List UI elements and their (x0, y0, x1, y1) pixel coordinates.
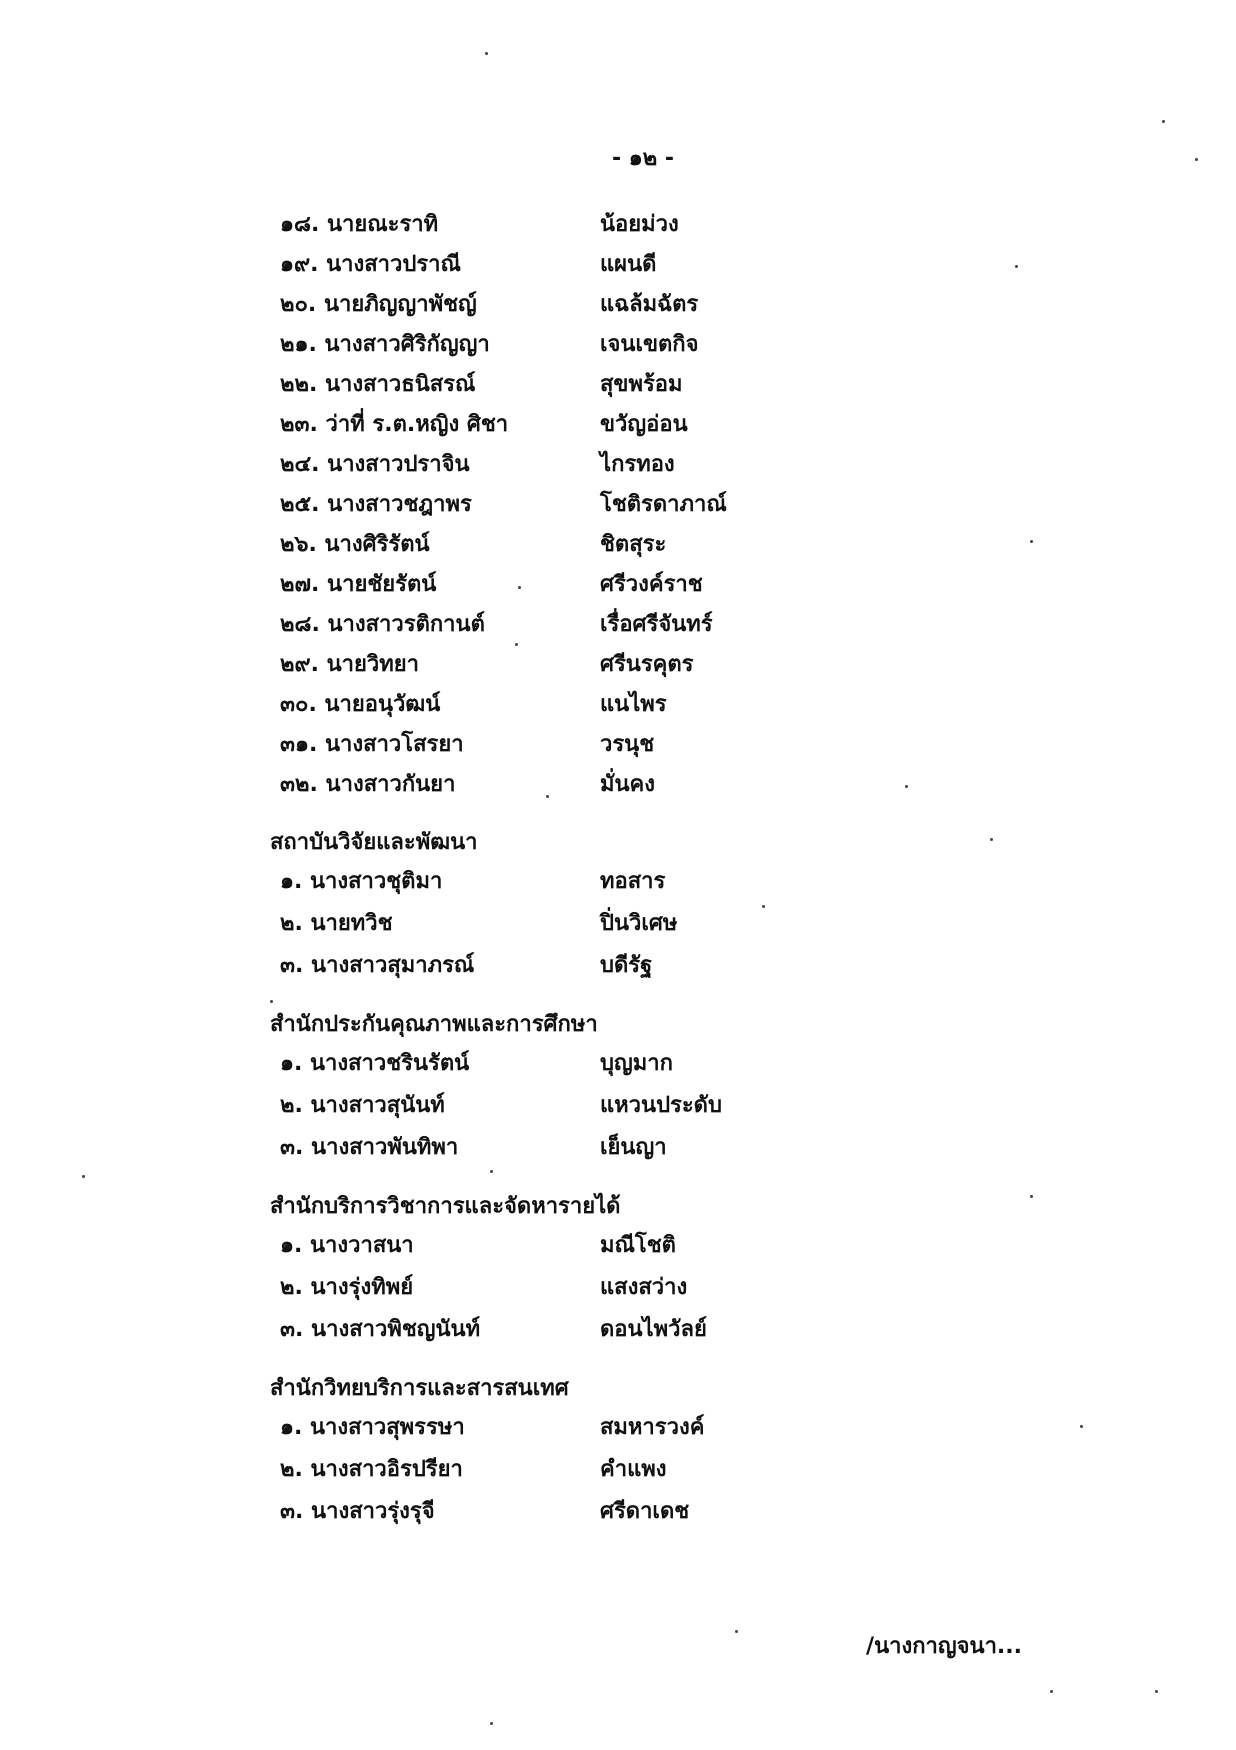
scan-speck (518, 586, 521, 589)
scan-speck (515, 643, 518, 646)
person-last-name: น้อยม่วง (600, 212, 679, 237)
person-first-name: ๓. นางสาวพันทิพา (280, 1135, 459, 1160)
person-last-name: เย็นญา (600, 1135, 667, 1160)
scan-speck (490, 1722, 493, 1725)
person-last-name: ไกรทอง (600, 452, 675, 477)
list-item (270, 725, 1010, 765)
scan-speck (1050, 1690, 1053, 1693)
section-heading: สำนักประกันคุณภาพและการศึกษา (270, 1012, 598, 1037)
scan-speck (990, 838, 993, 841)
list-item (270, 445, 1010, 485)
list-item (270, 765, 1010, 805)
scan-speck (1155, 1690, 1158, 1693)
person-last-name: มณีโชติ (600, 1233, 676, 1258)
section-heading: สถาบันวิจัยและพัฒนา (270, 830, 478, 855)
scan-speck (762, 905, 765, 908)
list-item (270, 1407, 1010, 1449)
person-last-name: เจนเขตกิจ (600, 332, 699, 357)
scan-speck (1162, 120, 1165, 123)
scan-speck (905, 785, 908, 788)
list-item (270, 1309, 1010, 1351)
person-last-name: ปิ่นวิเศษ (600, 911, 678, 936)
person-first-name: ๒๙. นายวิทยา (280, 652, 420, 677)
list-item (270, 1085, 1010, 1127)
person-last-name: ขวัญอ่อน (600, 412, 688, 437)
person-first-name: ๑๘. นายณะราทิ (280, 212, 439, 237)
person-first-name: ๑. นางสาวชรินรัตน์ (280, 1051, 470, 1076)
section-heading: สำนักวิทยบริการและสารสนเทศ (270, 1376, 569, 1401)
section-quality-assurance-office (270, 1007, 1010, 1169)
person-last-name: ศรีวงค์ราช (600, 572, 703, 597)
list-item (270, 685, 1010, 725)
person-last-name: แหวนประดับ (600, 1093, 722, 1118)
person-last-name: มั่นคง (600, 772, 655, 797)
list-item (270, 365, 1010, 405)
person-first-name: ๒. นางสาวอิรปรียา (280, 1457, 463, 1482)
section-academic-services-office (270, 1189, 1010, 1351)
list-item (270, 903, 1010, 945)
person-first-name: ๒๒. นางสาวธนิสรณ์ (280, 372, 476, 397)
person-last-name: บดีรัฐ (600, 953, 653, 978)
list-item (270, 405, 1010, 445)
scan-speck (270, 1000, 273, 1003)
person-first-name: ๑๙. นางสาวปราณี (280, 252, 461, 277)
person-first-name: ๒. นางรุ่งทิพย์ (280, 1275, 414, 1300)
list-item (270, 325, 1010, 365)
section-continued-list (270, 205, 1010, 805)
scan-speck (1030, 540, 1033, 543)
person-last-name: ศรีนรคุตร (600, 652, 694, 677)
list-item (270, 285, 1010, 325)
person-first-name: ๒๓. ว่าที่ ร.ต.หญิง ศิชา (280, 412, 509, 437)
scan-speck (1030, 1195, 1033, 1198)
list-item (270, 205, 1010, 245)
person-last-name: แฉล้มฉัตร (600, 292, 699, 317)
scan-speck (1195, 158, 1198, 161)
person-last-name: ทอสาร (600, 869, 666, 894)
person-first-name: ๒๐. นายภิญญาพัชญ์ (280, 292, 477, 317)
person-last-name: สุขพร้อม (600, 372, 683, 397)
list-item (270, 245, 1010, 285)
person-first-name: ๓. นางสาวพิชญนันท์ (280, 1317, 481, 1342)
section-research-institute (270, 825, 1010, 987)
list-item (270, 485, 1010, 525)
person-first-name: ๓๒. นางสาวกันยา (280, 772, 456, 797)
list-item (270, 645, 1010, 685)
list-item (270, 861, 1010, 903)
person-last-name: ศรีดาเดช (600, 1499, 690, 1524)
person-first-name: ๒๔. นางสาวปราจิน (280, 452, 470, 477)
person-first-name: ๑. นางสาวสุพรรษา (280, 1415, 465, 1440)
section-heading: สำนักบริการวิชาการและจัดหารายได้ (270, 1194, 621, 1219)
list-item (270, 945, 1010, 987)
person-first-name: ๓๐. นายอนุวัฒน์ (280, 692, 441, 717)
person-last-name: ดอนไพวัลย์ (600, 1317, 707, 1342)
person-last-name: สมหารวงค์ (600, 1415, 705, 1440)
list-item (270, 525, 1010, 565)
person-last-name: ชิตสุระ (600, 532, 667, 557)
person-first-name: ๒. นางสาวสุนันท์ (280, 1093, 445, 1118)
person-last-name: บุญมาก (600, 1051, 673, 1076)
person-last-name: เรื่อศรีจันทร์ (600, 612, 713, 637)
list-item (270, 1043, 1010, 1085)
list-item (270, 605, 1010, 645)
person-first-name: ๓. นางสาวรุ่งรุจี (280, 1499, 435, 1524)
list-item (270, 1127, 1010, 1169)
person-last-name: แนไพร (600, 692, 667, 717)
person-first-name: ๒๖. นางศิริรัตน์ (280, 532, 430, 557)
person-last-name: วรนุช (600, 732, 655, 757)
name-list (270, 205, 1010, 1533)
person-first-name: ๒๗. นายชัยรัตน์ (280, 572, 437, 597)
person-first-name: ๒. นายทวิช (280, 911, 393, 936)
scan-speck (82, 1175, 85, 1178)
person-last-name: แผนดี (600, 252, 657, 277)
person-first-name: ๓๑. นางสาวโสรยา (280, 732, 464, 757)
scan-speck (546, 795, 549, 798)
list-item (270, 1225, 1010, 1267)
person-first-name: ๒๘. นางสาวรติกานต์ (280, 612, 485, 637)
list-item (270, 1267, 1010, 1309)
person-last-name: โชติรดาภาณ์ (600, 492, 727, 517)
section-library-information-office (270, 1371, 1010, 1533)
person-first-name: ๒๑. นางสาวศิริกัญญา (280, 332, 490, 357)
list-item (270, 565, 1010, 605)
list-item (270, 1491, 1010, 1533)
continuation-note: /นางกาญจนา... (866, 1634, 1022, 1659)
person-first-name: ๑. นางวาสนา (280, 1233, 414, 1258)
scan-speck (735, 1630, 738, 1633)
person-last-name: แสงสว่าง (600, 1275, 688, 1300)
scan-speck (485, 52, 488, 55)
list-item (270, 1449, 1010, 1491)
person-first-name: ๓. นางสาวสุมาภรณ์ (280, 953, 475, 978)
person-last-name: คำแพง (600, 1457, 667, 1482)
scan-speck (1080, 1425, 1083, 1428)
scan-speck (1015, 265, 1018, 268)
person-first-name: ๑. นางสาวชุติมา (280, 869, 443, 894)
person-first-name: ๒๕. นางสาวชฎาพร (280, 492, 472, 517)
page-number: - ๑๒ - (611, 146, 675, 171)
scan-speck (490, 1170, 493, 1173)
